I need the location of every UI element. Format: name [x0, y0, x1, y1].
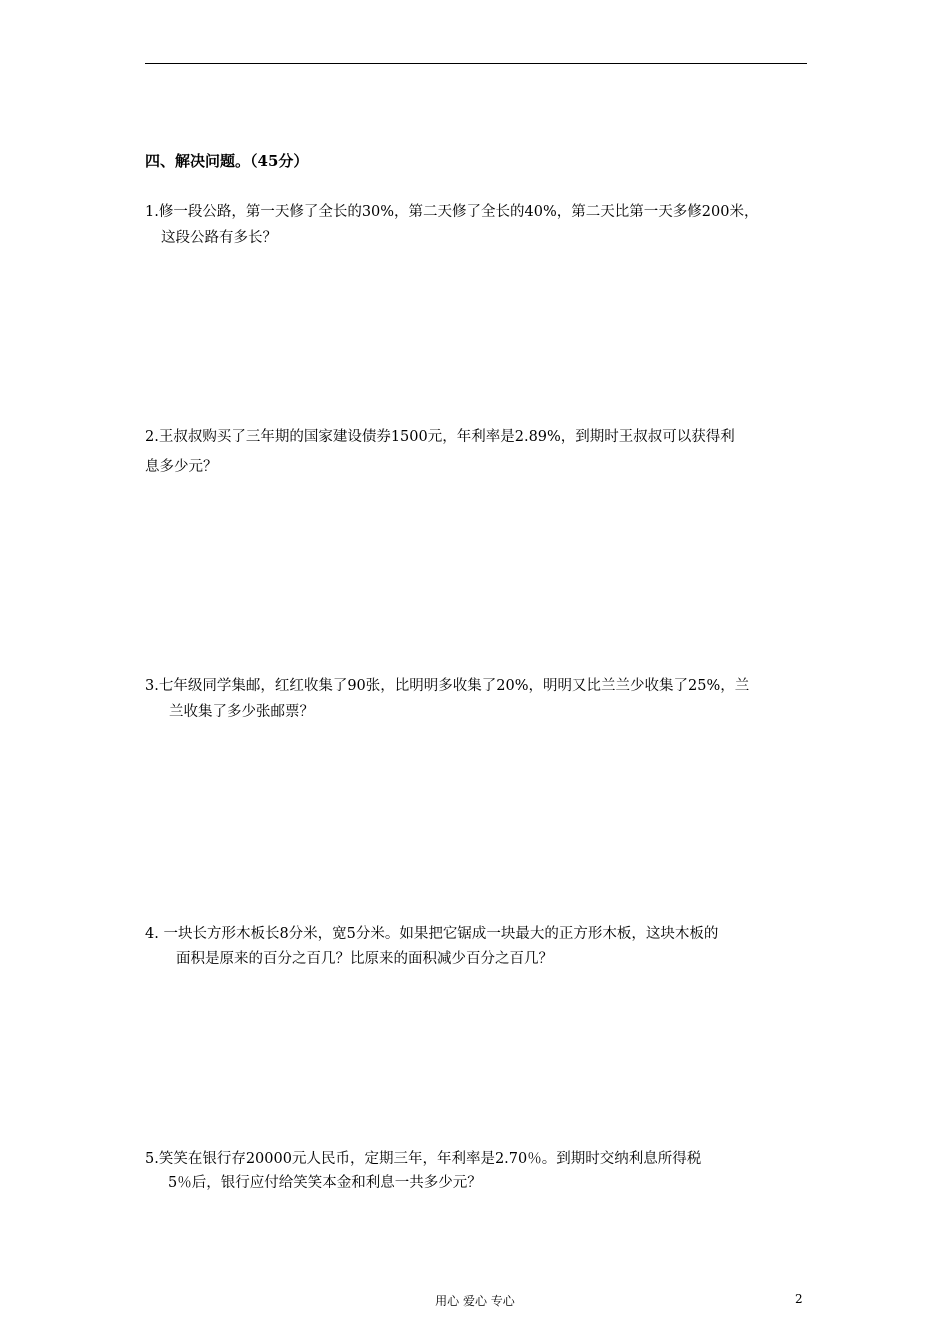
question-1-line-1: 1.修一段公路，第一天修了全长的30%，第二天修了全长的40%，第二天比第一天多修200米， [145, 204, 759, 220]
question-2-line-2: 息多少元？ [145, 459, 218, 475]
question-3-line-2: 兰收集了多少张邮票？ [169, 704, 314, 720]
question-1-line-2: 这段公路有多长？ [161, 230, 277, 246]
footer-slogan: 用心 爱心 专心 [435, 1294, 515, 1308]
question-2-line-1: 2.王叔叔购买了三年期的国家建设债券1500元，年利率是2.89%，到期时王叔叔可以获得利 [145, 429, 735, 445]
question-4-line-1: 4. 一块长方形木板长8分米，宽5分米。如果把它锯成一块最大的正方形木板，这块木板的 [145, 926, 719, 942]
question-5-line-2: 5％后，银行应付给笑笑本金和利息一共多少元？ [168, 1175, 482, 1191]
header-rule [145, 63, 807, 64]
question-3-line-1: 3.七年级同学集邮，红红收集了90张，比明明多收集了20%，明明又比兰兰少收集了25%，兰 [145, 678, 750, 694]
question-4-line-2: 面积是原来的百分之百几？比原来的面积减少百分之百几？ [176, 951, 553, 967]
question-5-line-1: 5.笑笑在银行存20000元人民币，定期三年，年利率是2.70％。到期时交纳利息所得税 [145, 1151, 702, 1167]
page-number: 2 [795, 1292, 803, 1306]
section-title: 四、解决问题。（45分） [145, 152, 309, 170]
